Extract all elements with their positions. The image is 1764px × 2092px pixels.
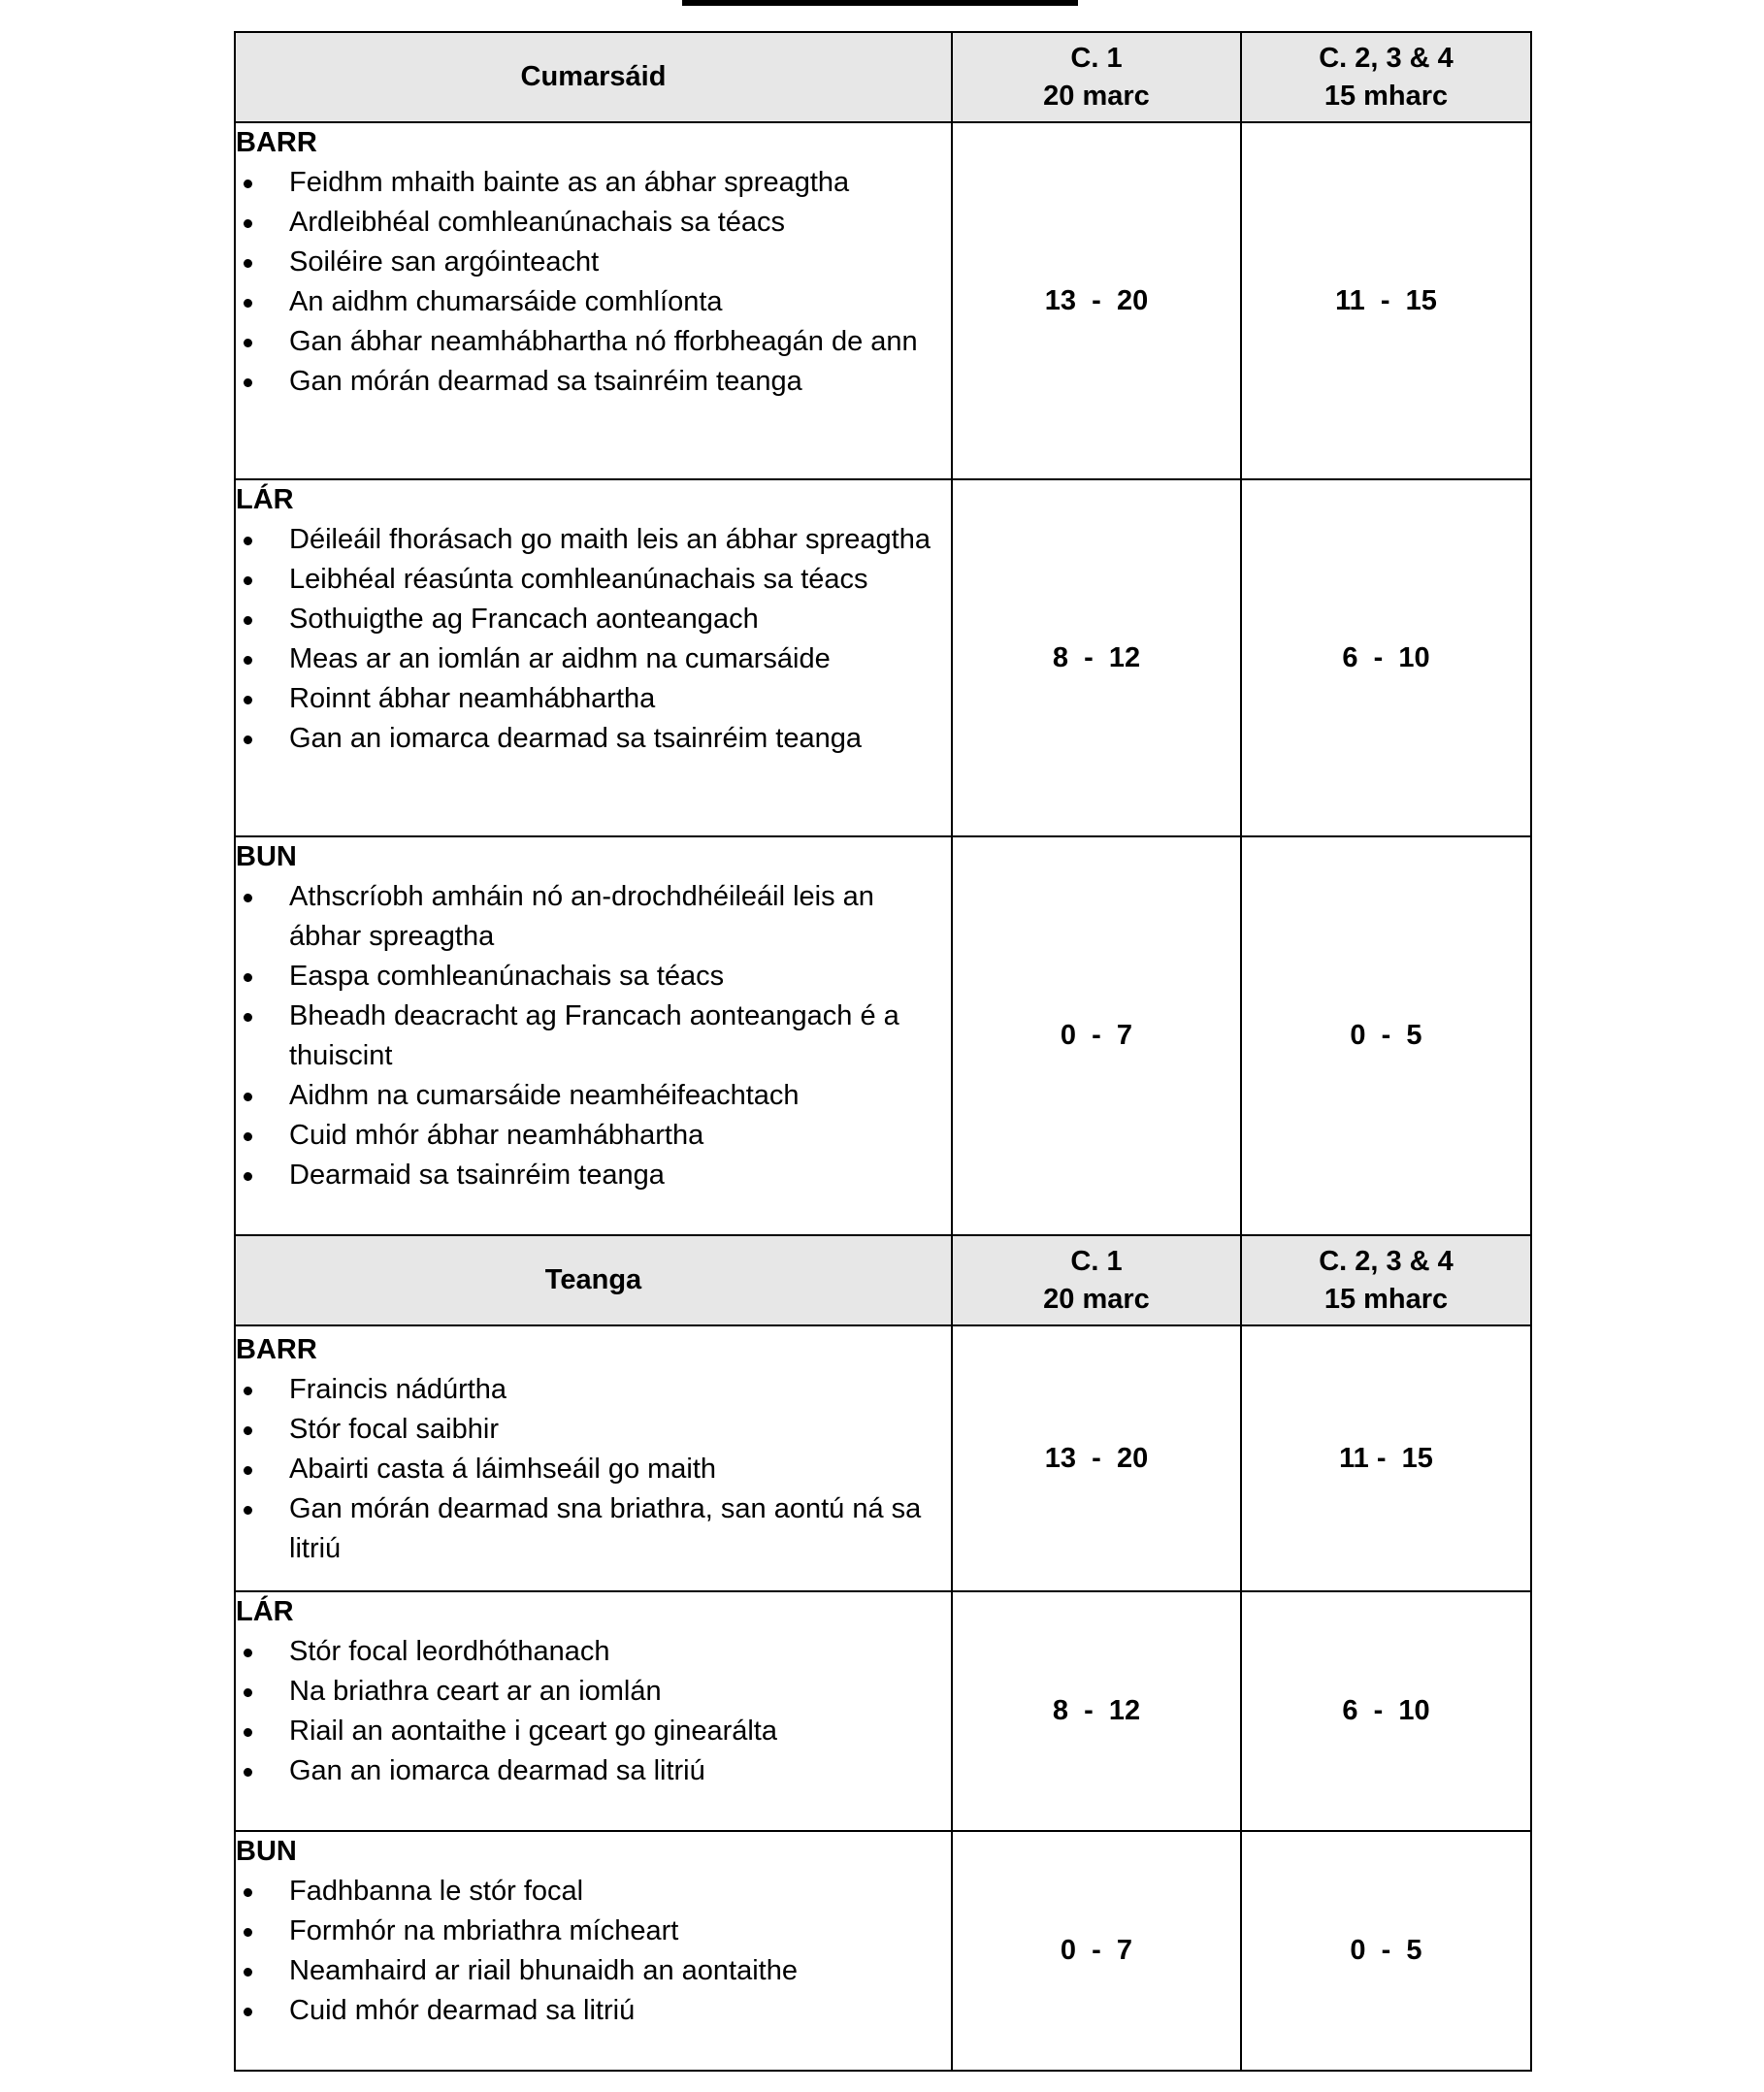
list-item: Stór focal leordhóthanach — [236, 1632, 951, 1672]
section-heading: Teanga — [235, 1235, 952, 1325]
level-description — [235, 1831, 952, 2071]
list-item: Easpa comhleanúnachais sa téacs — [236, 957, 951, 997]
level-label: BUN — [236, 1836, 297, 1867]
list-item: Déileáil fhorásach go maith leis an ábhar spreagtha — [236, 520, 951, 560]
level-description — [235, 479, 952, 836]
column-heading-q2: C. 2, 3 & 4 15 mharc — [1241, 32, 1531, 122]
list-item: Gan an iomarca dearmad sa tsainréim teanga — [236, 719, 951, 759]
level-description — [235, 1591, 952, 1831]
level-label: BARR — [236, 1334, 317, 1365]
list-item: Gan ábhar neamhábhartha nó fforbheagán de ann — [236, 322, 951, 362]
list-item: Roinnt ábhar neamhábhartha — [236, 679, 951, 719]
marking-scheme-table — [234, 31, 1532, 2072]
level-label: BUN — [236, 841, 297, 872]
list-item: Gan mórán dearmad sa tsainréim teanga — [236, 362, 951, 402]
table-row — [235, 1591, 1531, 1831]
list-item: Na briathra ceart ar an iomlán — [236, 1672, 951, 1712]
table-row — [235, 836, 1531, 1235]
list-item: Cuid mhór ábhar neamhábhartha — [236, 1116, 951, 1156]
column-heading-q1: C. 1 20 marc — [952, 1235, 1241, 1325]
list-item: Athscríobh amháin nó an-drochdhéileáil leis an ábhar spreagtha — [236, 877, 951, 957]
list-item: Stór focal saibhir — [236, 1410, 951, 1450]
list-item: Gan an iomarca dearmad sa litriú — [236, 1751, 951, 1791]
mark-range-q2: 0 - 5 — [1241, 836, 1531, 1235]
list-item: Formhór na mbriathra mícheart — [236, 1912, 951, 1951]
list-item: An aidhm chumarsáide comhlíonta — [236, 282, 951, 322]
list-item: Riail an aontaithe i gceart go ginearálta — [236, 1712, 951, 1751]
mark-range-q1: 0 - 7 — [952, 1831, 1241, 2071]
mark-range-q1: 8 - 12 — [952, 1591, 1241, 1831]
section-heading: Cumarsáid — [235, 32, 952, 122]
mark-range-q2: 11 - 15 — [1241, 1325, 1531, 1591]
table-row — [235, 479, 1531, 836]
mark-range-q1: 13 - 20 — [952, 1325, 1241, 1591]
level-description — [235, 122, 952, 479]
table-row — [235, 122, 1531, 479]
level-label: LÁR — [236, 484, 294, 515]
list-item: Aidhm na cumarsáide neamhéifeachtach — [236, 1076, 951, 1116]
list-item: Gan mórán dearmad sna briathra, san aontú ná sa litriú — [236, 1489, 951, 1569]
mark-range-q2: 11 - 15 — [1241, 122, 1531, 479]
list-item: Bheadh deacracht ag Francach aonteangach é a thuiscint — [236, 997, 951, 1076]
list-item: Feidhm mhaith bainte as an ábhar spreagtha — [236, 163, 951, 203]
level-label: BARR — [236, 127, 317, 158]
mark-range-q1: 0 - 7 — [952, 836, 1241, 1235]
column-heading-q2: C. 2, 3 & 4 15 mharc — [1241, 1235, 1531, 1325]
list-item: Leibhéal réasúnta comhleanúnachais sa téacs — [236, 560, 951, 600]
list-item: Fadhbanna le stór focal — [236, 1872, 951, 1912]
section-header-row — [235, 32, 1531, 122]
criteria-list — [236, 1872, 951, 2031]
criteria-list — [236, 163, 951, 402]
level-label: LÁR — [236, 1596, 294, 1627]
mark-range-q1: 8 - 12 — [952, 479, 1241, 836]
level-description — [235, 1325, 952, 1591]
criteria-list — [236, 1370, 951, 1569]
list-item: Abairti casta á láimhseáil go maith — [236, 1450, 951, 1489]
mark-range-q2: 0 - 5 — [1241, 1831, 1531, 2071]
criteria-list — [236, 877, 951, 1195]
criteria-list — [236, 1632, 951, 1791]
list-item: Dearmaid sa tsainréim teanga — [236, 1156, 951, 1195]
mark-range-q2: 6 - 10 — [1241, 479, 1531, 836]
list-item: Neamhaird ar riail bhunaidh an aontaithe — [236, 1951, 951, 1991]
list-item: Cuid mhór dearmad sa litriú — [236, 1991, 951, 2031]
section-header-row — [235, 1235, 1531, 1325]
level-description — [235, 836, 952, 1235]
top-rule — [682, 0, 1078, 6]
list-item: Fraincis nádúrtha — [236, 1370, 951, 1410]
list-item: Soiléire san argóinteacht — [236, 243, 951, 282]
list-item: Sothuigthe ag Francach aonteangach — [236, 600, 951, 639]
list-item: Ardleibhéal comhleanúnachais sa téacs — [236, 203, 951, 243]
mark-range-q1: 13 - 20 — [952, 122, 1241, 479]
criteria-list — [236, 520, 951, 759]
mark-range-q2: 6 - 10 — [1241, 1591, 1531, 1831]
list-item: Meas ar an iomlán ar aidhm na cumarsáide — [236, 639, 951, 679]
table-row — [235, 1831, 1531, 2071]
table-row — [235, 1325, 1531, 1591]
column-heading-q1: C. 1 20 marc — [952, 32, 1241, 122]
